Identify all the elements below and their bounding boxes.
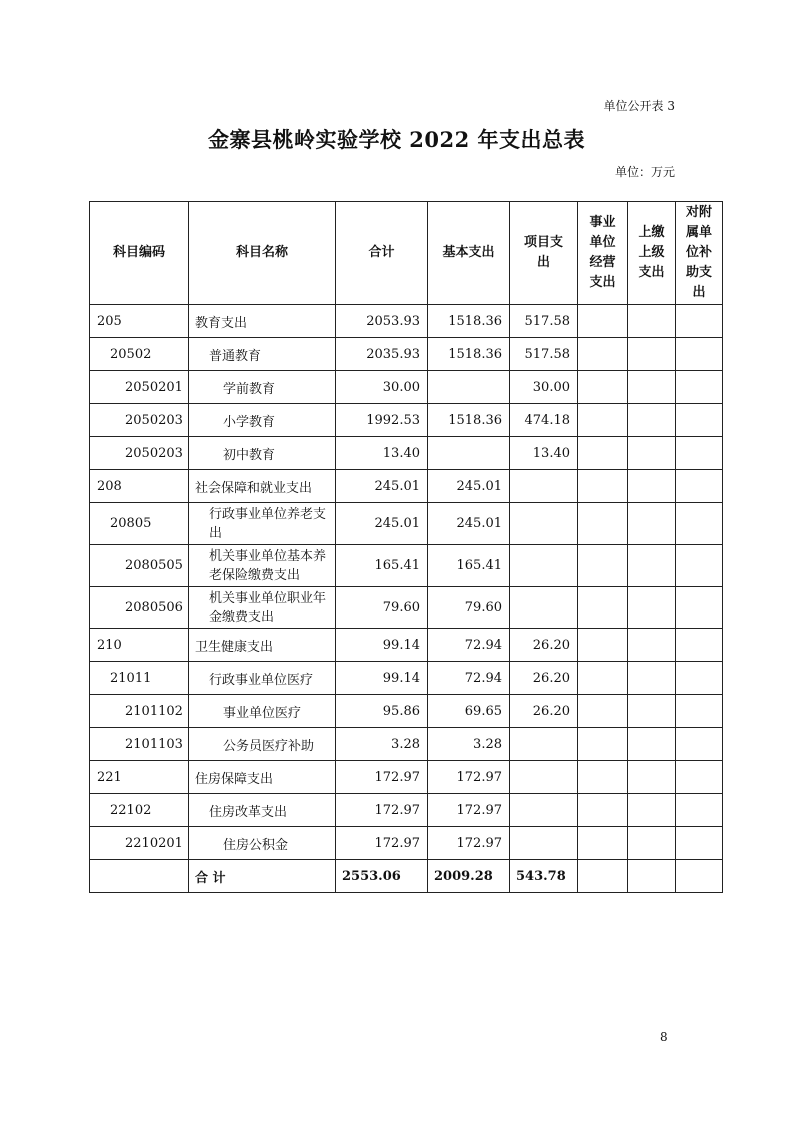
cell-upper [628, 761, 676, 794]
cell-code: 2080506 [90, 587, 189, 629]
table-row [90, 695, 723, 728]
column-header-upper [628, 202, 676, 305]
page-number: 8 [660, 1030, 668, 1044]
cell-business [578, 371, 628, 404]
cell-basic: 172.97 [428, 794, 510, 827]
cell-basic: 72.94 [428, 662, 510, 695]
cell-code: 22102 [90, 794, 189, 827]
cell-project [510, 587, 578, 629]
cell-code: 2210201 [90, 827, 189, 860]
table-row [90, 629, 723, 662]
table-row [90, 371, 723, 404]
cell-subsidy [676, 503, 723, 545]
cell-business [578, 794, 628, 827]
cell-basic [428, 371, 510, 404]
cell-basic: 69.65 [428, 695, 510, 728]
cell-name: 卫生健康支出 [189, 629, 336, 662]
cell-total: 1992.53 [336, 404, 428, 437]
cell-basic: 72.94 [428, 629, 510, 662]
column-header-upper-text: 上缴上级支出 [638, 225, 665, 280]
cell-name: 住房公积金 [189, 827, 336, 860]
total-project: 543.78 [510, 860, 578, 893]
cell-business [578, 695, 628, 728]
cell-subsidy [676, 545, 723, 587]
table-row [90, 827, 723, 860]
cell-subsidy [676, 629, 723, 662]
cell-name: 普通教育 [189, 338, 336, 371]
cell-basic [428, 437, 510, 470]
cell-total: 30.00 [336, 371, 428, 404]
cell-code: 205 [90, 305, 189, 338]
cell-total: 2035.93 [336, 338, 428, 371]
cell-code: 208 [90, 470, 189, 503]
cell-business [578, 470, 628, 503]
cell-total: 79.60 [336, 587, 428, 629]
cell-subsidy [676, 437, 723, 470]
cell-business [578, 662, 628, 695]
cell-project: 474.18 [510, 404, 578, 437]
cell-subsidy [676, 404, 723, 437]
table-row [90, 338, 723, 371]
cell-subsidy [676, 662, 723, 695]
cell-total: 172.97 [336, 827, 428, 860]
cell-upper [628, 728, 676, 761]
column-header-business [578, 202, 628, 305]
table-row [90, 470, 723, 503]
cell-basic: 1518.36 [428, 404, 510, 437]
cell-subsidy [676, 827, 723, 860]
cell-upper [628, 695, 676, 728]
total-row [90, 860, 723, 893]
cell-subsidy [676, 695, 723, 728]
column-header-basic: 基本支出 [428, 202, 510, 305]
cell-code: 2050203 [90, 437, 189, 470]
column-header-total: 合计 [336, 202, 428, 305]
table-row [90, 587, 723, 629]
total-business [578, 860, 628, 893]
cell-name: 学前教育 [189, 371, 336, 404]
cell-business [578, 827, 628, 860]
column-header-business-text: 事业单位经营支出 [589, 215, 616, 290]
cell-code: 221 [90, 761, 189, 794]
cell-project: 13.40 [510, 437, 578, 470]
expenditure-table [89, 201, 723, 893]
cell-name: 事业单位医疗 [189, 695, 336, 728]
cell-upper [628, 305, 676, 338]
table-row [90, 761, 723, 794]
total-upper [628, 860, 676, 893]
cell-name: 教育支出 [189, 305, 336, 338]
cell-basic: 245.01 [428, 470, 510, 503]
cell-code: 2080505 [90, 545, 189, 587]
cell-basic: 1518.36 [428, 338, 510, 371]
cell-code: 20502 [90, 338, 189, 371]
column-header-subsidy-text: 对附属单位补助支出 [685, 205, 712, 300]
cell-code: 2101103 [90, 728, 189, 761]
cell-total: 2053.93 [336, 305, 428, 338]
cell-name: 公务员医疗补助 [189, 728, 336, 761]
cell-business [578, 305, 628, 338]
cell-total: 172.97 [336, 761, 428, 794]
cell-total: 245.01 [336, 503, 428, 545]
cell-business [578, 503, 628, 545]
cell-name: 机关事业单位职业年金缴费支出 [189, 587, 336, 629]
cell-business [578, 437, 628, 470]
cell-upper [628, 503, 676, 545]
cell-upper [628, 587, 676, 629]
column-header-name: 科目名称 [189, 202, 336, 305]
cell-code: 20805 [90, 503, 189, 545]
cell-project: 517.58 [510, 305, 578, 338]
cell-name: 住房保障支出 [189, 761, 336, 794]
cell-upper [628, 545, 676, 587]
cell-project [510, 827, 578, 860]
cell-project: 26.20 [510, 695, 578, 728]
cell-upper [628, 437, 676, 470]
table-row [90, 305, 723, 338]
cell-subsidy [676, 371, 723, 404]
cell-project [510, 761, 578, 794]
cell-basic: 1518.36 [428, 305, 510, 338]
cell-code: 2050201 [90, 371, 189, 404]
table-row [90, 503, 723, 545]
cell-project: 30.00 [510, 371, 578, 404]
cell-business [578, 587, 628, 629]
cell-upper [628, 662, 676, 695]
table-header-row [90, 202, 723, 305]
table-row [90, 728, 723, 761]
table-row [90, 662, 723, 695]
cell-subsidy [676, 728, 723, 761]
cell-name: 机关事业单位基本养老保险缴费支出 [189, 545, 336, 587]
cell-basic: 172.97 [428, 827, 510, 860]
cell-business [578, 404, 628, 437]
cell-code: 210 [90, 629, 189, 662]
cell-total: 245.01 [336, 470, 428, 503]
total-subsidy [676, 860, 723, 893]
column-header-project-text: 项目支出 [523, 235, 563, 270]
cell-business [578, 728, 628, 761]
cell-name: 小学教育 [189, 404, 336, 437]
cell-project [510, 728, 578, 761]
cell-upper [628, 338, 676, 371]
cell-code: 2101102 [90, 695, 189, 728]
cell-upper [628, 371, 676, 404]
page-title: 金寨县桃岭实验学校 2022 年支出总表 [207, 127, 586, 152]
cell-code: 2050203 [90, 404, 189, 437]
cell-project [510, 794, 578, 827]
column-header-code: 科目编码 [90, 202, 189, 305]
cell-subsidy [676, 470, 723, 503]
cell-total: 3.28 [336, 728, 428, 761]
cell-total: 95.86 [336, 695, 428, 728]
cell-name: 社会保障和就业支出 [189, 470, 336, 503]
cell-name: 行政事业单位养老支出 [189, 503, 336, 545]
cell-basic: 79.60 [428, 587, 510, 629]
cell-business [578, 545, 628, 587]
column-header-subsidy [676, 202, 723, 305]
cell-total: 99.14 [336, 662, 428, 695]
cell-project [510, 545, 578, 587]
cell-business [578, 629, 628, 662]
table-number-label: 单位公开表 3 [603, 99, 675, 113]
cell-name: 初中教育 [189, 437, 336, 470]
cell-subsidy [676, 761, 723, 794]
total-label: 合 计 [189, 860, 336, 893]
cell-upper [628, 794, 676, 827]
cell-project: 26.20 [510, 662, 578, 695]
cell-subsidy [676, 338, 723, 371]
cell-subsidy [676, 794, 723, 827]
cell-project [510, 503, 578, 545]
unit-label: 单位：万元 [614, 165, 675, 179]
cell-business [578, 761, 628, 794]
total-sum: 2553.06 [336, 860, 428, 893]
cell-basic: 172.97 [428, 761, 510, 794]
cell-total: 13.40 [336, 437, 428, 470]
table-row [90, 437, 723, 470]
cell-total: 165.41 [336, 545, 428, 587]
table-row [90, 794, 723, 827]
table-row [90, 404, 723, 437]
cell-upper [628, 827, 676, 860]
column-header-project [510, 202, 578, 305]
cell-subsidy [676, 305, 723, 338]
cell-project [510, 470, 578, 503]
cell-basic: 3.28 [428, 728, 510, 761]
cell-upper [628, 404, 676, 437]
cell-name: 行政事业单位医疗 [189, 662, 336, 695]
cell-project: 26.20 [510, 629, 578, 662]
total-basic: 2009.28 [428, 860, 510, 893]
table-row [90, 545, 723, 587]
cell-upper [628, 470, 676, 503]
cell-business [578, 338, 628, 371]
cell-basic: 245.01 [428, 503, 510, 545]
cell-name: 住房改革支出 [189, 794, 336, 827]
cell-project: 517.58 [510, 338, 578, 371]
cell-total: 172.97 [336, 794, 428, 827]
cell-upper [628, 629, 676, 662]
cell-basic: 165.41 [428, 545, 510, 587]
cell-total: 99.14 [336, 629, 428, 662]
cell-code [90, 860, 189, 893]
cell-subsidy [676, 587, 723, 629]
cell-code: 21011 [90, 662, 189, 695]
